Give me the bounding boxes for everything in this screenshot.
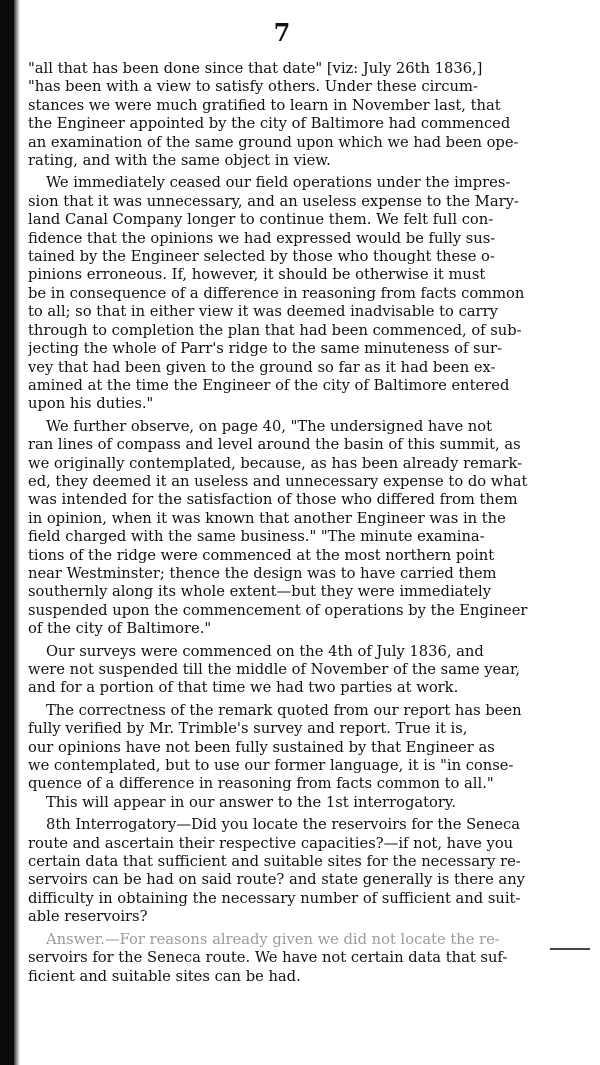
text-line: upon his duties." — [28, 395, 154, 413]
page-body — [28, 60, 540, 990]
paragraph-4 — [28, 643, 540, 698]
text-line: The correctness of the remark quoted from our report has been — [46, 701, 522, 719]
text-line: sion that it was unnecessary, and an useless expense to the Mary- — [28, 192, 519, 210]
text-line: rating, and with the same object in view. — [28, 152, 331, 170]
paragraph-7 — [28, 931, 540, 986]
text-line: ficient and suitable sites can be had. — [28, 967, 301, 985]
margin-mark — [550, 948, 590, 950]
text-line: was intended for the satisfaction of those who differed from them — [28, 491, 518, 509]
text-line: We immediately ceased our field operations under the impres- — [46, 174, 511, 192]
text-line: of the city of Baltimore." — [28, 620, 212, 638]
text-line: field charged with the same business." "The minute examina- — [28, 528, 485, 546]
text-line: route and ascertain their respective capacities?—if not, have you — [28, 834, 514, 852]
text-line: Our surveys were commenced on the 4th of July 1836, and — [46, 642, 484, 660]
text-line: were not suspended till the middle of November of the same year, — [28, 661, 521, 678]
paragraph-5 — [28, 702, 540, 812]
text-line: stances we were much gratified to learn in November last, that — [28, 96, 501, 114]
text-line: be in consequence of a difference in reasoning from facts common — [28, 284, 525, 302]
paragraph-2 — [28, 174, 540, 413]
paragraph-3 — [28, 418, 540, 639]
text-line: difficulty in obtaining the necessary number of sufficient and suit- — [28, 889, 521, 907]
text-line: "all that has been done since that date" [viz: July 26th 1836,] — [28, 60, 483, 77]
text-line: We further observe, on page 40, "The undersigned have not — [46, 417, 493, 435]
text-line: we originally contemplated, because, as has been already remark- — [28, 454, 523, 472]
binding-edge — [0, 0, 14, 1065]
text-line: through to completion the plan that had been commenced, of sub- — [28, 321, 522, 339]
text-line: and for a portion of that time we had two parties at work. — [28, 679, 459, 697]
text-line: "has been with a view to satisfy others. Under these circum- — [28, 78, 478, 96]
page-number: 7 — [273, 18, 291, 47]
text-line: to all; so that in either view it was deemed inadvisable to carry — [28, 303, 498, 321]
text-line: ed, they deemed it an useless and unnecessary expense to do what — [28, 472, 528, 490]
text-line: servoirs for the Seneca route. We have not certain data that suf- — [28, 949, 508, 967]
book-page — [22, 8, 542, 1048]
text-line: suspended upon the commencement of operations by the Engineer — [28, 601, 528, 619]
text-line: ran lines of compass and level around the basin of this summit, as — [28, 436, 521, 454]
text-line: an examination of the same ground upon which we had been ope- — [28, 133, 519, 151]
paragraph-6 — [28, 816, 540, 926]
text-line: 8th Interrogatory—Did you locate the reservoirs for the Seneca — [46, 816, 520, 834]
text-line: certain data that sufficient and suitable sites for the necessary re- — [28, 853, 521, 871]
text-line: tained by the Engineer selected by those who thought these o- — [28, 248, 495, 266]
text-line: pinions erroneous. If, however, it should be otherwise it must — [28, 266, 486, 284]
text-line: in opinion, when it was known that another Engineer was in the — [28, 509, 506, 527]
paragraph-1 — [28, 60, 540, 170]
text-line: quence of a difference in reasoning from facts common to all." — [28, 775, 494, 793]
binding-shadow — [14, 0, 20, 1065]
text-line: land Canal Company longer to continue them. We felt full con- — [28, 211, 494, 229]
text-line: southernly along its whole extent—but they were immediately — [28, 583, 492, 601]
text-line: our opinions have not been fully sustained by that Engineer as — [28, 738, 495, 756]
text-line: Answer.—For reasons already given we did not locate the re- — [46, 930, 500, 948]
text-line: jecting the whole of Parr's ridge to the same minuteness of sur- — [28, 340, 503, 358]
text-line: amined at the time the Engineer of the city of Baltimore entered — [28, 376, 510, 394]
text-line: fidence that the opinions we had expressed would be fully sus- — [28, 229, 496, 247]
text-line: tions of the ridge were commenced at the most northern point — [28, 546, 495, 564]
text-line: servoirs can be had on said route? and state generally is there any — [28, 871, 525, 889]
text-line: vey that had been given to the ground so far as it had been ex- — [28, 358, 496, 376]
text-line: able reservoirs? — [28, 908, 148, 926]
text-line: near Westminster; thence the design was to have carried them — [28, 564, 497, 582]
text-line: the Engineer appointed by the city of Baltimore had commenced — [28, 115, 511, 133]
text-line: This will appear in our answer to the 1st interrogatory. — [46, 793, 456, 811]
text-line: we contemplated, but to use our former language, it is "in conse- — [28, 757, 514, 775]
text-line: fully verified by Mr. Trimble's survey and report. True it is, — [28, 720, 468, 738]
